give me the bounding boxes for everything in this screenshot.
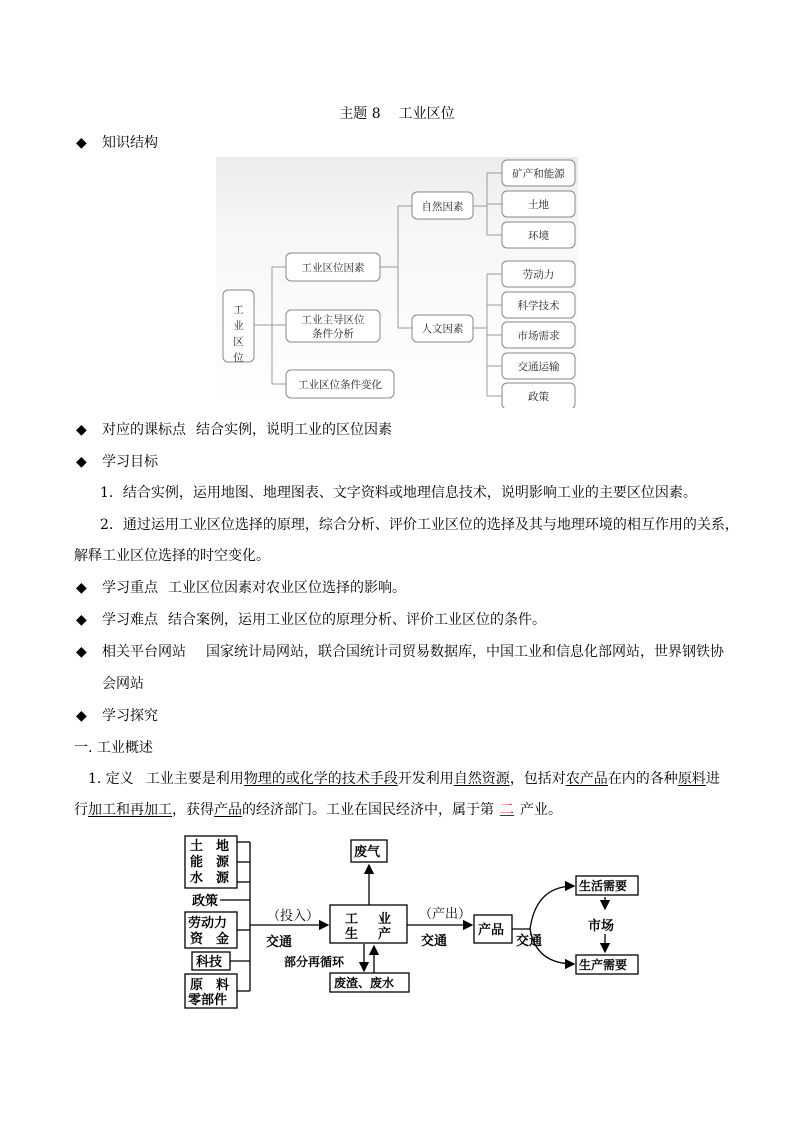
section-knowledge: ◆ 知识结构 xyxy=(76,135,158,151)
diamond-bullet-icon: ◆ xyxy=(76,422,87,438)
to-life-arrow xyxy=(530,886,574,929)
goal-1: 1．结合实例，运用地图、地理图表、文字资料或地理信息技术，说明影响工业的主要区位因素。 xyxy=(100,485,697,501)
label-technology: 科技 xyxy=(196,955,223,970)
label-labor: 劳动力 xyxy=(522,269,555,281)
svg-text:原: 原 xyxy=(190,978,204,993)
label-transport-2: 交通 xyxy=(421,934,448,949)
root-char-1: 工 xyxy=(233,304,244,316)
root-char-2: 业 xyxy=(233,320,244,332)
label-dominant-line1: 工业主导区位 xyxy=(301,314,365,326)
diamond-bullet-icon: ◆ xyxy=(76,580,87,596)
label-labor: 劳动力 xyxy=(188,916,228,931)
topic-number: 主题 8 xyxy=(339,106,381,122)
svg-text:工: 工 xyxy=(345,912,359,927)
part-1-heading: 一. 工业概述 xyxy=(74,740,153,756)
section-learning-goals: ◆ 学习目标 xyxy=(76,454,158,470)
label-location-factors: 工业区位因素 xyxy=(301,262,365,274)
label-product: 产品 xyxy=(478,923,505,938)
label-transport: 交通运输 xyxy=(517,361,560,373)
label-minerals-energy: 矿产和能源 xyxy=(512,168,565,180)
svg-text:产: 产 xyxy=(378,927,392,942)
section-key-points: ◆ 学习重点 工业区位因素对农业区位选择的影响。 xyxy=(76,580,406,596)
label-dominant-line2: 条件分析 xyxy=(312,328,354,340)
svg-text:能: 能 xyxy=(190,855,204,870)
diamond-bullet-icon: ◆ xyxy=(76,454,87,470)
svg-text:生: 生 xyxy=(345,927,359,942)
label-human-factors: 人文因素 xyxy=(421,323,464,335)
svg-text:水: 水 xyxy=(190,871,204,886)
label-parts: 零部件 xyxy=(188,993,228,1008)
label-market-demand: 市场需求 xyxy=(517,330,560,342)
definition-line2: 行加工和再加工，获得产品的经济部门。工业在国民经济中，属于第 二 产业。 xyxy=(74,802,562,818)
diamond-bullet-icon: ◆ xyxy=(76,644,87,660)
industry-flow-diagram xyxy=(180,828,640,1013)
diamond-bullet-icon: ◆ xyxy=(76,708,87,724)
svg-text:源: 源 xyxy=(216,855,230,870)
section-related-websites: ◆ 相关平台网站 国家统计局网站，联合国统计司贸易数据库，中国工业和信息化部网站，世界钢铁协 xyxy=(76,644,724,660)
section-curriculum-standard: ◆ 对应的课标点 结合实例，说明工业的区位因素 xyxy=(76,422,392,438)
blank-raw-materials: 原料 xyxy=(677,771,706,787)
section-learning-exploration: ◆ 学习探究 xyxy=(76,708,158,724)
knowledge-structure-diagram xyxy=(216,157,578,408)
definition-line1: 1. 定义 工业主要是利用物理的或化学的技术手段开发利用自然资源，包括对农产品在内的各种原料进 xyxy=(88,771,720,787)
label-production-needs: 生产需要 xyxy=(579,958,628,972)
svg-text:源: 源 xyxy=(216,871,230,886)
blank-products: 产品 xyxy=(214,802,242,818)
label-policy: 政策 xyxy=(192,894,219,909)
goal-2-line2: 解释工业区位选择的时空变化。 xyxy=(74,548,270,564)
topic-name: 工业区位 xyxy=(398,106,455,122)
diamond-bullet-icon: ◆ xyxy=(76,612,87,628)
label-environment: 环境 xyxy=(528,230,549,242)
label-output: （产出） xyxy=(419,907,472,922)
answer-secondary-industry: 二 xyxy=(500,802,514,818)
box-industrial-production xyxy=(330,905,407,943)
svg-text:地: 地 xyxy=(216,839,230,854)
label-life-needs: 生活需要 xyxy=(579,879,628,893)
label-market: 市场 xyxy=(588,919,615,934)
root-char-4: 位 xyxy=(233,352,244,364)
label-transport-1: 交通 xyxy=(266,935,293,950)
svg-text:资: 资 xyxy=(190,932,204,947)
label-policy: 政策 xyxy=(528,391,549,403)
svg-text:土: 土 xyxy=(190,839,204,854)
blank-agricultural-products: 农产品 xyxy=(565,771,608,787)
label-recycle: 部分再循环 xyxy=(284,955,345,969)
label-condition-changes: 工业区位条件变化 xyxy=(298,379,382,391)
root-char-3: 区 xyxy=(233,336,244,348)
label-waste: 废渣、废水 xyxy=(334,976,395,990)
blank-natural-resources: 自然资源 xyxy=(453,771,510,787)
svg-text:金: 金 xyxy=(216,932,230,947)
label-natural-factors: 自然因素 xyxy=(421,201,464,213)
blank-processing: 加工和再加工 xyxy=(88,802,172,818)
svg-text:业: 业 xyxy=(378,912,392,927)
label-transport-3: 交通 xyxy=(516,934,543,949)
goal-2-line1: 2．通过运用工业区位选择的原理，综合分析、评价工业区位的选择及其与地理环境的相互作用的关系， xyxy=(100,517,739,533)
page-title xyxy=(0,103,794,123)
label-input: （投入） xyxy=(267,909,320,924)
blank-physical-chemical-means: 物理的或化学的技术手段 xyxy=(243,771,398,787)
svg-text:料: 料 xyxy=(216,978,230,993)
section-difficult-points: ◆ 学习难点 结合案例，运用工业区位的原理分析、评价工业区位的条件。 xyxy=(76,612,546,628)
label-land: 土地 xyxy=(528,199,549,211)
websites-continued: 会网站 xyxy=(102,676,144,692)
diamond-bullet-icon: ◆ xyxy=(76,135,87,151)
label-science-tech: 科学技术 xyxy=(517,300,560,312)
label-exhaust-gas: 废气 xyxy=(354,845,381,860)
